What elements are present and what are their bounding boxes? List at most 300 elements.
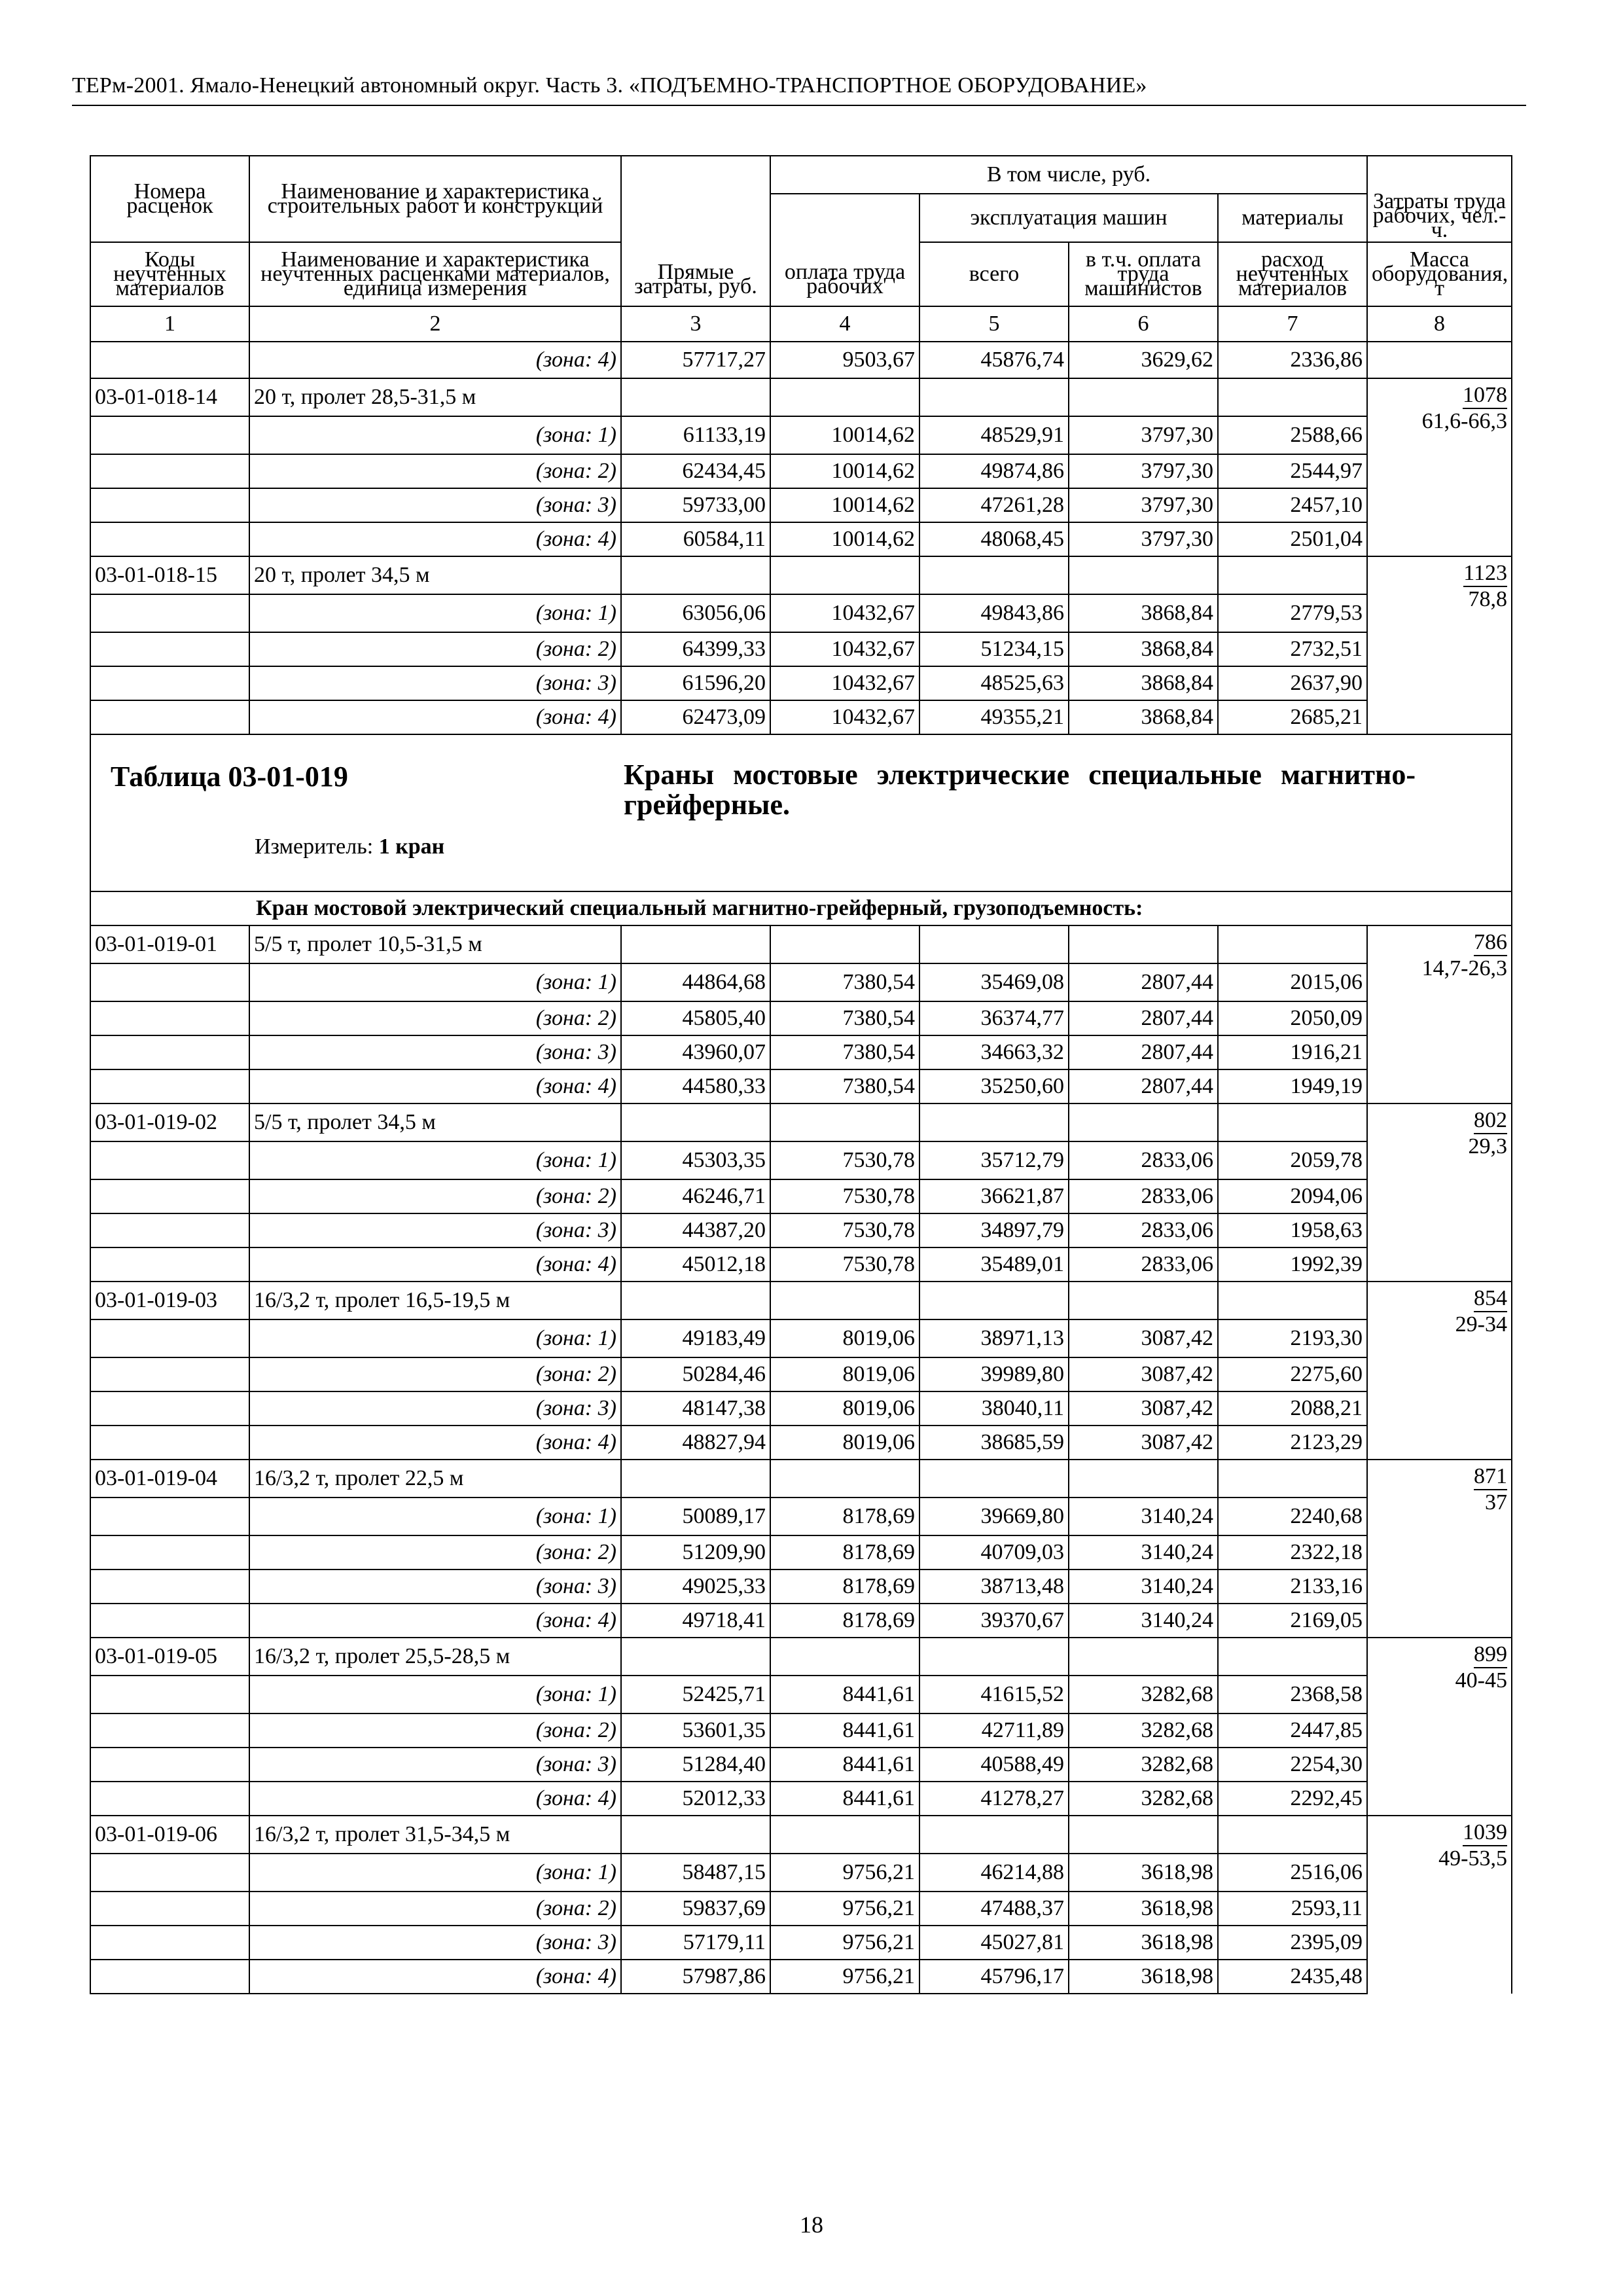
- labor-mass-fraction: [1455, 1642, 1507, 1693]
- value-cell: 44580,33: [621, 1069, 770, 1103]
- value-cell: 3282,68: [1069, 1748, 1218, 1782]
- zone-row: [90, 1069, 1512, 1103]
- zone-row: [90, 1960, 1512, 1994]
- code-cell: [90, 594, 249, 632]
- value-cell: 3618,98: [1069, 1926, 1218, 1960]
- code-cell: [90, 1069, 249, 1103]
- value-cell: 41615,52: [919, 1676, 1069, 1713]
- value-cell: 2833,06: [1069, 1179, 1218, 1213]
- value-cell: 2435,48: [1218, 1960, 1367, 1994]
- equipment-mass: 14,7-26,3: [1421, 956, 1507, 980]
- value-cell: 2685,21: [1218, 700, 1367, 734]
- code-cell: [90, 1035, 249, 1069]
- zone-row: [90, 522, 1512, 556]
- value-cell: [1069, 378, 1218, 416]
- zone-row: [90, 1854, 1512, 1892]
- value-cell: 1958,63: [1218, 1213, 1367, 1247]
- value-cell: 3868,84: [1069, 594, 1218, 632]
- value-cell: 46214,88: [919, 1854, 1069, 1892]
- value-cell: 2059,78: [1218, 1141, 1367, 1179]
- value-cell: 40709,03: [919, 1535, 1069, 1570]
- code-cell: [90, 416, 249, 454]
- value-cell: [919, 378, 1069, 416]
- value-cell: [1069, 1816, 1218, 1854]
- value-cell: 48525,63: [919, 666, 1069, 700]
- materials-header: материалы: [1218, 194, 1367, 242]
- value-cell: 2133,16: [1218, 1570, 1367, 1604]
- code-cell: [90, 1498, 249, 1535]
- rate-description: 5/5 т, пролет 34,5 м: [249, 1103, 621, 1141]
- value-cell: [1218, 556, 1367, 594]
- value-cell: 38971,13: [919, 1319, 1069, 1357]
- equipment-mass: 61,6-66,3: [1421, 409, 1507, 433]
- value-cell: 3629,62: [1069, 342, 1218, 378]
- zone-label: (зона: 3): [249, 1748, 621, 1782]
- measure-value: 1 кран: [378, 834, 445, 859]
- value-cell: 45796,17: [919, 1960, 1069, 1994]
- value-cell: [770, 1816, 919, 1854]
- value-cell: 2193,30: [1218, 1319, 1367, 1357]
- zone-label: (зона: 3): [249, 666, 621, 700]
- rate-code: 03-01-019-06: [90, 1816, 249, 1854]
- value-cell: 1949,19: [1218, 1069, 1367, 1103]
- col5-header: всего: [919, 242, 1069, 306]
- value-cell: 7380,54: [770, 1035, 919, 1069]
- value-cell: 48827,94: [621, 1426, 770, 1460]
- value-cell: 42711,89: [919, 1713, 1069, 1748]
- header-row-1: [90, 156, 1512, 194]
- value-cell: 50089,17: [621, 1498, 770, 1535]
- value-cell: 48529,91: [919, 416, 1069, 454]
- labor-mass-fraction: [1455, 1286, 1507, 1337]
- value-cell: 10432,67: [770, 632, 919, 666]
- value-cell: 61596,20: [621, 666, 770, 700]
- labor-hours: 802: [1474, 1108, 1507, 1134]
- value-cell: 8178,69: [770, 1498, 919, 1535]
- table-body: [90, 156, 1512, 1994]
- value-cell: 34897,79: [919, 1213, 1069, 1247]
- value-cell: 3797,30: [1069, 416, 1218, 454]
- zone-row: [90, 666, 1512, 700]
- zone-label: (зона: 2): [249, 632, 621, 666]
- value-cell: 2322,18: [1218, 1535, 1367, 1570]
- value-cell: 3618,98: [1069, 1960, 1218, 1994]
- col8-header-top: Затраты труда рабочих, чел.-ч.: [1367, 156, 1512, 242]
- value-cell: 7380,54: [770, 1001, 919, 1035]
- col-number: 8: [1367, 306, 1512, 342]
- value-cell: [1069, 1638, 1218, 1676]
- value-cell: [770, 378, 919, 416]
- zone-row: [90, 1247, 1512, 1282]
- code-cell: [90, 1926, 249, 1960]
- code-cell: [90, 488, 249, 522]
- code-cell: [90, 1892, 249, 1926]
- value-cell: 8178,69: [770, 1535, 919, 1570]
- value-cell: 3087,42: [1069, 1319, 1218, 1357]
- value-cell: 36621,87: [919, 1179, 1069, 1213]
- col4-header: оплата труда рабочих: [770, 194, 919, 306]
- zone-label: (зона: 1): [249, 416, 621, 454]
- value-cell: 10432,67: [770, 666, 919, 700]
- value-cell: 49718,41: [621, 1604, 770, 1638]
- zone-row: [90, 1213, 1512, 1247]
- value-cell: 61133,19: [621, 416, 770, 454]
- code-cell: [90, 1213, 249, 1247]
- rate-row: [90, 1816, 1512, 1854]
- code-cell: [90, 1676, 249, 1713]
- value-cell: 2833,06: [1069, 1247, 1218, 1282]
- zone-row: [90, 1498, 1512, 1535]
- value-cell: 7380,54: [770, 963, 919, 1001]
- value-cell: 9756,21: [770, 1960, 919, 1994]
- value-cell: 10432,67: [770, 700, 919, 734]
- zone-row: [90, 1713, 1512, 1748]
- value-cell: 3140,24: [1069, 1535, 1218, 1570]
- value-cell: [621, 925, 770, 963]
- value-cell: 60584,11: [621, 522, 770, 556]
- rate-code: 03-01-019-05: [90, 1638, 249, 1676]
- page-number: 18: [800, 2212, 823, 2238]
- measure-line: [255, 834, 1419, 859]
- zone-label: (зона: 1): [249, 594, 621, 632]
- labor-hours: 871: [1474, 1464, 1507, 1490]
- table-title-block: [111, 760, 1419, 820]
- value-cell: 41278,27: [919, 1782, 1069, 1816]
- zone-label: (зона: 3): [249, 1213, 621, 1247]
- value-cell: [621, 378, 770, 416]
- value-cell: [621, 1103, 770, 1141]
- value-cell: 59733,00: [621, 488, 770, 522]
- equipment-mass: 37: [1485, 1490, 1507, 1515]
- value-cell: [919, 1638, 1069, 1676]
- value-cell: 45876,74: [919, 342, 1069, 378]
- value-cell: 3868,84: [1069, 666, 1218, 700]
- value-cell: 7530,78: [770, 1213, 919, 1247]
- value-cell: 39669,80: [919, 1498, 1069, 1535]
- col1-header-bottom: Коды неучтенных материалов: [90, 242, 249, 306]
- zone-row: [90, 1426, 1512, 1460]
- rate-row: [90, 1103, 1512, 1141]
- zone-label: (зона: 2): [249, 454, 621, 488]
- value-cell: 2588,66: [1218, 416, 1367, 454]
- value-cell: 48147,38: [621, 1391, 770, 1426]
- zone-row: [90, 1782, 1512, 1816]
- labor-mass-cell: [1367, 1282, 1512, 1460]
- rate-row: [90, 925, 1512, 963]
- value-cell: 44387,20: [621, 1213, 770, 1247]
- value-cell: 49355,21: [919, 700, 1069, 734]
- value-cell: 2457,10: [1218, 488, 1367, 522]
- value-cell: [1218, 1460, 1367, 1498]
- zone-label: (зона: 4): [249, 342, 621, 378]
- value-cell: 57717,27: [621, 342, 770, 378]
- value-cell: [919, 1103, 1069, 1141]
- value-cell: 35712,79: [919, 1141, 1069, 1179]
- value-cell: 45303,35: [621, 1141, 770, 1179]
- value-cell: 2336,86: [1218, 342, 1367, 378]
- value-cell: 43960,07: [621, 1035, 770, 1069]
- code-cell: [90, 963, 249, 1001]
- col3-header: Прямые затраты, руб.: [621, 156, 770, 306]
- labor-hours: 1123: [1463, 561, 1507, 587]
- code-cell: [90, 342, 249, 378]
- value-cell: 2395,09: [1218, 1926, 1367, 1960]
- value-cell: 2501,04: [1218, 522, 1367, 556]
- value-cell: 2275,60: [1218, 1357, 1367, 1391]
- col7-header: расход неучтенных материалов: [1218, 242, 1367, 306]
- code-cell: [90, 1748, 249, 1782]
- rate-code: 03-01-019-01: [90, 925, 249, 963]
- value-cell: 35250,60: [919, 1069, 1069, 1103]
- rate-code: 03-01-019-03: [90, 1282, 249, 1319]
- value-cell: 47488,37: [919, 1892, 1069, 1926]
- column-numbers-row: [90, 306, 1512, 342]
- value-cell: [919, 556, 1069, 594]
- value-cell: 44864,68: [621, 963, 770, 1001]
- rate-row: [90, 1460, 1512, 1498]
- value-cell: 9756,21: [770, 1926, 919, 1960]
- zone-label: (зона: 1): [249, 1498, 621, 1535]
- zone-row: [90, 1892, 1512, 1926]
- code-cell: [90, 1319, 249, 1357]
- value-cell: 8019,06: [770, 1391, 919, 1426]
- value-cell: 3618,98: [1069, 1892, 1218, 1926]
- zone-row: [90, 700, 1512, 734]
- value-cell: [770, 1103, 919, 1141]
- value-cell: 8019,06: [770, 1319, 919, 1357]
- table-name: Краны мостовые электрические специальные магнитно-грейферные.: [624, 759, 1416, 821]
- value-cell: 2447,85: [1218, 1713, 1367, 1748]
- value-cell: 2637,90: [1218, 666, 1367, 700]
- value-cell: 57987,86: [621, 1960, 770, 1994]
- zone-label: (зона: 3): [249, 488, 621, 522]
- value-cell: 2088,21: [1218, 1391, 1367, 1426]
- value-cell: 52012,33: [621, 1782, 770, 1816]
- zone-label: (зона: 2): [249, 1713, 621, 1748]
- value-cell: 8019,06: [770, 1357, 919, 1391]
- code-cell: [90, 1854, 249, 1892]
- zone-row: [90, 1570, 1512, 1604]
- col1-header-top: Номера расценок: [90, 156, 249, 242]
- equipment-mass: 78,8: [1468, 587, 1507, 611]
- value-cell: [1218, 1638, 1367, 1676]
- value-cell: 50284,46: [621, 1357, 770, 1391]
- zone-label: (зона: 1): [249, 963, 621, 1001]
- zone-label: (зона: 3): [249, 1035, 621, 1069]
- rate-code: 03-01-019-04: [90, 1460, 249, 1498]
- zone-row: [90, 594, 1512, 632]
- category-row: [90, 891, 1512, 925]
- labor-mass-cell: [1367, 925, 1512, 1103]
- labor-hours: 1039: [1463, 1820, 1507, 1846]
- zone-label: (зона: 2): [249, 1892, 621, 1926]
- value-cell: 58487,15: [621, 1854, 770, 1892]
- col-number: 5: [919, 306, 1069, 342]
- value-cell: 2292,45: [1218, 1782, 1367, 1816]
- value-cell: 62434,45: [621, 454, 770, 488]
- value-cell: 9503,67: [770, 342, 919, 378]
- code-cell: [90, 1604, 249, 1638]
- zone-label: (зона: 1): [249, 1141, 621, 1179]
- labor-hours: 899: [1474, 1642, 1507, 1668]
- value-cell: [621, 1638, 770, 1676]
- zone-row: [90, 1357, 1512, 1391]
- zone-label: (зона: 4): [249, 1247, 621, 1282]
- table-title-row: [90, 734, 1512, 891]
- code-cell: [90, 1782, 249, 1816]
- value-cell: 7380,54: [770, 1069, 919, 1103]
- zone-label: (зона: 1): [249, 1854, 621, 1892]
- zone-label: (зона: 4): [249, 1960, 621, 1994]
- value-cell: 8441,61: [770, 1748, 919, 1782]
- code-cell: [90, 1535, 249, 1570]
- zone-row: [90, 1676, 1512, 1713]
- equipment-mass: 29,3: [1468, 1134, 1507, 1158]
- value-cell: 47261,28: [919, 488, 1069, 522]
- rate-row: [90, 556, 1512, 594]
- zone-row: [90, 454, 1512, 488]
- col-number: 6: [1069, 306, 1218, 342]
- rates-table: [90, 155, 1512, 1994]
- value-cell: [1218, 1816, 1367, 1854]
- labor-cell: [1367, 342, 1512, 378]
- value-cell: [770, 1460, 919, 1498]
- value-cell: 63056,06: [621, 594, 770, 632]
- measure-label: Измеритель:: [255, 834, 374, 859]
- col-number: 7: [1218, 306, 1367, 342]
- zone-row: [90, 1179, 1512, 1213]
- value-cell: 35489,01: [919, 1247, 1069, 1282]
- value-cell: 2516,06: [1218, 1854, 1367, 1892]
- value-cell: 2807,44: [1069, 1001, 1218, 1035]
- zone-label: (зона: 3): [249, 1570, 621, 1604]
- value-cell: 3140,24: [1069, 1498, 1218, 1535]
- value-cell: [621, 1816, 770, 1854]
- value-cell: [919, 1460, 1069, 1498]
- zone-row: [90, 1748, 1512, 1782]
- value-cell: 3087,42: [1069, 1426, 1218, 1460]
- value-cell: 40588,49: [919, 1748, 1069, 1782]
- value-cell: [770, 1638, 919, 1676]
- code-cell: [90, 1001, 249, 1035]
- labor-mass-fraction: [1474, 1464, 1507, 1515]
- category-code-cell: [90, 891, 249, 925]
- rate-code: 03-01-018-15: [90, 556, 249, 594]
- value-cell: 59837,69: [621, 1892, 770, 1926]
- zone-row: [90, 488, 1512, 522]
- value-cell: 2807,44: [1069, 963, 1218, 1001]
- code-cell: [90, 1426, 249, 1460]
- value-cell: [919, 1282, 1069, 1319]
- value-cell: [770, 1282, 919, 1319]
- labor-hours: 854: [1474, 1286, 1507, 1312]
- labor-hours: 786: [1474, 930, 1507, 956]
- zone-row: [90, 1001, 1512, 1035]
- labor-mass-cell: [1367, 1638, 1512, 1816]
- zone-label: (зона: 4): [249, 1604, 621, 1638]
- value-cell: [919, 925, 1069, 963]
- incl-header: В том числе, руб.: [770, 156, 1367, 194]
- code-cell: [90, 632, 249, 666]
- value-cell: 9756,21: [770, 1854, 919, 1892]
- labor-mass-fraction: [1422, 383, 1507, 434]
- code-cell: [90, 1141, 249, 1179]
- value-cell: 51234,15: [919, 632, 1069, 666]
- labor-mass-cell: [1367, 378, 1512, 556]
- value-cell: [1069, 925, 1218, 963]
- zone-label: (зона: 2): [249, 1001, 621, 1035]
- value-cell: [919, 1816, 1069, 1854]
- value-cell: 51284,40: [621, 1748, 770, 1782]
- zone-label: (зона: 3): [249, 1926, 621, 1960]
- code-cell: [90, 1357, 249, 1391]
- value-cell: 1916,21: [1218, 1035, 1367, 1069]
- value-cell: 2593,11: [1218, 1892, 1367, 1926]
- value-cell: 10014,62: [770, 454, 919, 488]
- rate-row: [90, 1282, 1512, 1319]
- value-cell: 2254,30: [1218, 1748, 1367, 1782]
- zone-row: [90, 1391, 1512, 1426]
- zone-row: [90, 963, 1512, 1001]
- value-cell: 1992,39: [1218, 1247, 1367, 1282]
- value-cell: 3140,24: [1069, 1604, 1218, 1638]
- value-cell: 45805,40: [621, 1001, 770, 1035]
- value-cell: 45012,18: [621, 1247, 770, 1282]
- zone-row: [90, 1926, 1512, 1960]
- rate-code: 03-01-018-14: [90, 378, 249, 416]
- zone-label: (зона: 4): [249, 1069, 621, 1103]
- value-cell: 2807,44: [1069, 1035, 1218, 1069]
- value-cell: 38713,48: [919, 1570, 1069, 1604]
- zone-label: (зона: 4): [249, 1426, 621, 1460]
- value-cell: 2732,51: [1218, 632, 1367, 666]
- value-cell: 2240,68: [1218, 1498, 1367, 1535]
- value-cell: 3282,68: [1069, 1713, 1218, 1748]
- machines-header: эксплуатация машин: [919, 194, 1218, 242]
- col6-header: в т.ч. оплата труда машинистов: [1069, 242, 1218, 306]
- value-cell: 2015,06: [1218, 963, 1367, 1001]
- value-cell: 3868,84: [1069, 700, 1218, 734]
- labor-mass-fraction: [1463, 561, 1507, 612]
- rate-description: 5/5 т, пролет 10,5-31,5 м: [249, 925, 621, 963]
- rate-description: 20 т, пролет 34,5 м: [249, 556, 621, 594]
- zone-label: (зона: 4): [249, 700, 621, 734]
- value-cell: 2807,44: [1069, 1069, 1218, 1103]
- zone-row: [90, 1035, 1512, 1069]
- value-cell: 8441,61: [770, 1676, 919, 1713]
- value-cell: 3087,42: [1069, 1391, 1218, 1426]
- rate-description: 16/3,2 т, пролет 16,5-19,5 м: [249, 1282, 621, 1319]
- value-cell: 10014,62: [770, 522, 919, 556]
- value-cell: 46246,71: [621, 1179, 770, 1213]
- equipment-mass: 40-45: [1455, 1668, 1507, 1693]
- zone-label: (зона: 3): [249, 1391, 621, 1426]
- value-cell: 8178,69: [770, 1570, 919, 1604]
- value-cell: 57179,11: [621, 1926, 770, 1960]
- value-cell: 3087,42: [1069, 1357, 1218, 1391]
- rate-row: [90, 1638, 1512, 1676]
- code-cell: [90, 666, 249, 700]
- labor-mass-cell: [1367, 1460, 1512, 1638]
- running-header: ТЕРм-2001. Ямало-Ненецкий автономный округ. Часть 3. «ПОДЪЕМНО-ТРАНСПОРТНОЕ ОБОРУДОВАНИЕ»: [72, 73, 1147, 98]
- value-cell: 2094,06: [1218, 1179, 1367, 1213]
- value-cell: 45027,81: [919, 1926, 1069, 1960]
- table-number: Таблица 03-01-019: [111, 761, 348, 793]
- zone-row: [90, 416, 1512, 454]
- value-cell: 2833,06: [1069, 1213, 1218, 1247]
- header-rule: [72, 105, 1526, 106]
- value-cell: 2050,09: [1218, 1001, 1367, 1035]
